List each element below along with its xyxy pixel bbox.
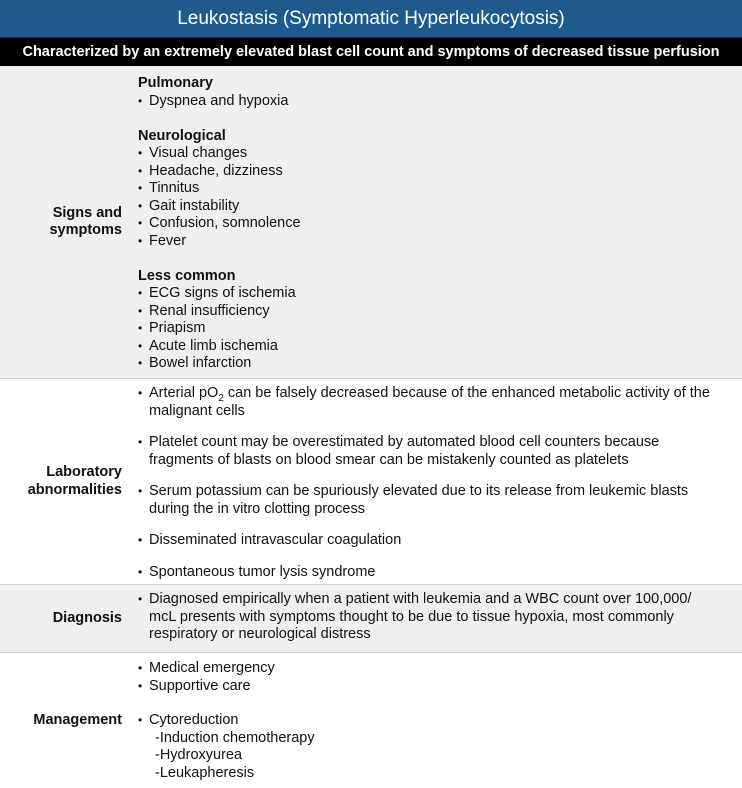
list-item: • Cytoreduction: [138, 712, 734, 730]
management-list: [138, 660, 734, 730]
label-line: abnormalities: [27, 481, 122, 498]
list-item: • Bowel infarction: [138, 355, 734, 373]
list-item: • Supportive care: [138, 678, 734, 696]
item-text: Diagnosed empirically when a patient with leukemia and a WBC count over 100,000/: [149, 591, 692, 607]
row-diagnosis: [0, 585, 742, 653]
list-item: • Disseminated intravascular coagulation: [138, 532, 734, 550]
list-item: • Dyspnea and hypoxia: [138, 93, 734, 111]
row-management: [0, 653, 742, 788]
row-label-diagnosis: Diagnosis: [52, 609, 122, 626]
less-common-list: [138, 285, 734, 373]
row-signs-and-symptoms: [0, 66, 742, 379]
sub-item: -Leukapheresis: [155, 764, 255, 781]
management-content: [128, 653, 742, 788]
group-title-neurological: Neurological: [138, 127, 226, 144]
item-text: during the in vitro clotting process: [149, 500, 365, 517]
list-item: • Confusion, somnolence: [138, 215, 734, 233]
row-label-laboratory: [0, 379, 128, 584]
group-title-less-common: Less common: [138, 267, 236, 284]
list-item: • Gait instability: [138, 198, 734, 216]
sub-item: -Hydroxyurea: [155, 747, 243, 763]
item-text: can be falsely decreased because of the enhanced metabolic activity of the: [223, 385, 710, 401]
item-text: respiratory or neurological distress: [149, 626, 371, 642]
list-item: • ECG signs of ischemia: [138, 285, 734, 303]
labs-content: [128, 379, 742, 584]
list-item: • Spontaneous tumor lysis syndrome: [138, 564, 734, 582]
list-item: • Renal insufficiency: [138, 303, 734, 321]
item-text: malignant cells: [149, 402, 245, 419]
diagnosis-list: [138, 591, 734, 644]
item-text: mcL presents with symptoms thought to be due to tissue hypoxia, most commonly: [149, 608, 674, 625]
list-item: • Headache, dizziness: [138, 163, 734, 181]
label-line: Signs and: [52, 204, 122, 221]
label-line: Laboratory: [46, 464, 122, 480]
list-item: • Fever: [138, 233, 734, 251]
list-item: [138, 385, 734, 420]
sub-item: -Induction chemotherapy: [155, 729, 315, 746]
table-subtitle: Characterized by an extremely elevated blast cell count and symptoms of decreased tissue perfusion: [0, 38, 742, 66]
list-item: [138, 483, 734, 518]
neurological-list: [138, 145, 734, 250]
list-item: • Medical emergency: [138, 660, 734, 678]
item-text: Serum potassium can be spuriously elevated due to its release from leukemic blasts: [149, 483, 689, 499]
list-item: • Priapism: [138, 320, 734, 338]
signs-content: [128, 66, 742, 378]
list-item: [138, 591, 734, 644]
group-title-pulmonary: Pulmonary: [138, 75, 213, 91]
labs-list: [138, 385, 734, 581]
item-text: Platelet count may be overestimated by automated blood cell counters because: [149, 434, 660, 450]
list-item: • Visual changes: [138, 145, 734, 163]
row-laboratory-abnormalities: [0, 379, 742, 585]
table-title: Leukostasis (Symptomatic Hyperleukocytosis): [0, 0, 742, 38]
pulmonary-list: [138, 93, 734, 111]
list-item: [138, 434, 734, 469]
item-text: Arterial pO: [149, 385, 219, 401]
list-item: • Acute limb ischemia: [138, 338, 734, 356]
row-label-signs: [0, 66, 128, 378]
label-line: symptoms: [49, 222, 122, 238]
item-subscript: 2: [218, 392, 224, 404]
diagnosis-content: [128, 585, 742, 652]
item-text: fragments of blasts on blood smear can be mistakenly counted as platelets: [149, 451, 629, 468]
row-label-management: Management: [33, 711, 122, 728]
list-item: • Tinnitus: [138, 180, 734, 198]
